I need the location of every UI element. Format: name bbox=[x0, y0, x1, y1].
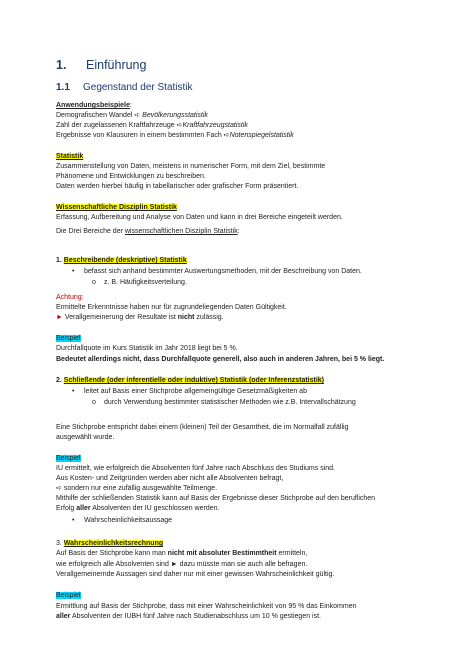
beispiel-3-label: Beispiel bbox=[56, 592, 81, 599]
bullet-icon: • bbox=[72, 388, 75, 395]
beispiel-2-label: Beispiel bbox=[56, 455, 81, 462]
wahrscheinlichkeit-text-1a: Auf Basis der Stichprobe kann man bbox=[56, 550, 168, 557]
beispiel-2-line-3 bbox=[56, 484, 217, 493]
wahrscheinlichkeit-line-1 bbox=[56, 549, 307, 558]
disziplin-colon: : bbox=[237, 228, 240, 235]
anwendung-colon: : bbox=[129, 102, 132, 109]
beispiel-3-heading bbox=[56, 591, 81, 600]
beispiel-3-line-2 bbox=[56, 612, 321, 621]
bullet-icon: • bbox=[72, 268, 75, 275]
achtung-line-2 bbox=[56, 313, 224, 322]
beispiel-2-bullet bbox=[72, 516, 172, 525]
disziplin-label: Wissenschaftliche Disziplin Statistik bbox=[56, 204, 177, 211]
beispiel-2-heading bbox=[56, 454, 81, 463]
disziplin-line-1: Erfassung, Aufbereitung und Analyse von Daten und kann in drei Bereiche eingeteilt werden. bbox=[56, 214, 343, 221]
wahrscheinlichkeit-bold: nicht mit absoluter Bestimmtheit bbox=[167, 550, 277, 557]
beispiel-2-line-2: Aus Kosten- und Zeitgründen werden aber nicht alle Absolventen befragt, bbox=[56, 475, 284, 482]
wahrscheinlichkeit-label: Wahrscheinlichkeitsrechnung bbox=[63, 540, 164, 547]
beispiel-2-bold: aller bbox=[76, 505, 91, 512]
wahrscheinlichkeit-text-2b: dazu müsste man sie auch alle befragen. bbox=[177, 561, 308, 568]
schliessend-heading bbox=[56, 376, 324, 385]
statistik-line-3: Daten werden hierbei häufig in tabellarischer oder grafischer Form präsentiert. bbox=[56, 183, 299, 190]
wahrscheinlichkeit-number: 3. bbox=[56, 540, 64, 547]
anwendung-example-3: Notenspiegelstatistik bbox=[229, 132, 294, 139]
statistik-heading bbox=[56, 152, 83, 161]
anwendung-example-2: Kraftfahrzeugstatistik bbox=[182, 122, 248, 129]
circle-bullet-icon: o bbox=[92, 399, 96, 406]
wahrscheinlichkeit-text-1b: ermitteln, bbox=[276, 550, 308, 557]
schliessend-label: Schließende (oder inferentielle oder induktive) Statistik (oder Inferenzstatistik) bbox=[63, 377, 325, 384]
wahrscheinlichkeit-heading bbox=[56, 539, 163, 548]
beispiel-2-text-5b: Absolventen der IU geschlossen werden. bbox=[90, 505, 220, 512]
beschreibend-subbullet bbox=[92, 278, 187, 287]
disziplin-text: Die Drei Bereiche der bbox=[56, 228, 125, 235]
beispiel-1-label: Beispiel bbox=[56, 335, 81, 342]
achtung-line-1: Ermittelte Erkenntnisse haben nur für zugrundeliegenden Daten Gültigkeit. bbox=[56, 304, 287, 311]
schliessend-number: 2. bbox=[56, 377, 64, 384]
schliessend-bullet bbox=[72, 387, 307, 396]
beispiel-1-line-1: Durchfallquote im Kurs Statistik im Jahr 2018 liegt bei 5 %. bbox=[56, 345, 238, 352]
bullet-icon: • bbox=[72, 517, 75, 524]
beschreibend-bullet bbox=[72, 267, 362, 276]
disziplin-line-2 bbox=[56, 227, 240, 236]
statistik-line-2: Phänomene und Entwicklungen zu beschreiben. bbox=[56, 173, 206, 180]
schliessend-subbullet bbox=[92, 398, 356, 407]
anwendung-line-2 bbox=[56, 121, 248, 130]
arrow-icon: ➪ bbox=[223, 132, 230, 139]
section-heading bbox=[56, 82, 193, 94]
arrow-icon: ➪ bbox=[134, 112, 141, 119]
beschreibend-heading bbox=[56, 256, 187, 265]
beispiel-2-line-4: Mithilfe der schließenden Statistik kann auf Basis der Ergebnisse dieser Stichprobe auf den beruflichen bbox=[56, 495, 376, 502]
beschreibend-label: Beschreibende (deskriptive) Statistik bbox=[63, 257, 187, 264]
beschreibend-number: 1. bbox=[56, 257, 64, 264]
beispiel-3-text-2: Absolventen der IUBH fünf Jahre nach Studienabschluss um 10 % gestiegen ist. bbox=[70, 613, 321, 620]
schliessend-para-2: ausgewählt wurde. bbox=[56, 434, 115, 441]
beispiel-2-bullet-text: Wahrscheinlichkeitsaussage bbox=[84, 517, 173, 524]
beispiel-3-bold: aller bbox=[56, 613, 71, 620]
schliessend-subbullet-text: durch Verwendung bestimmter statistischer Methoden wie z.B. Intervallschätzung bbox=[104, 399, 356, 406]
beschreibend-bullet-text: befasst sich anhand bestimmter Auswertungsmethoden, mit der Beschreibung von Daten. bbox=[84, 268, 362, 275]
beispiel-1-heading bbox=[56, 334, 81, 343]
section-title: Gegenstand der Statistik bbox=[83, 82, 193, 93]
achtung-text: Verallgemeinerung der Resultate ist bbox=[62, 314, 178, 321]
chapter-heading bbox=[56, 58, 146, 72]
schliessend-bullet-text: leitet auf Basis einer Stichprobe allgemeingültige Gesetzmäßigkeiten ab bbox=[84, 388, 307, 395]
schliessend-para-1: Eine Stichprobe entspricht dabei einem (kleinen) Teil der Gesamtheit, die im Normalfall zufällig bbox=[56, 424, 349, 431]
beispiel-2-line-1: IU ermittelt, wie erfolgreich die Absolventen fünf Jahre nach Abschluss des Studiums sind. bbox=[56, 465, 335, 472]
anwendung-text-1: Demografischen Wandel bbox=[56, 112, 135, 119]
anwendung-label: Anwendungsbeispiele bbox=[56, 102, 130, 109]
chapter-number: 1. bbox=[56, 58, 67, 72]
arrow-icon: ➪ bbox=[176, 122, 183, 129]
beschreibend-subbullet-text: z. B. Häufigkeitsverteilung. bbox=[104, 279, 187, 286]
circle-bullet-icon: o bbox=[92, 279, 96, 286]
anwendung-heading bbox=[56, 101, 132, 110]
anwendung-example-1: Bevölkerungsstatistik bbox=[140, 112, 208, 119]
statistik-line-1: Zusammenstellung von Daten, meistens in numerischer Form, mit dem Ziel, bestimmte bbox=[56, 163, 326, 170]
beispiel-1-line-2: Bedeutet allerdings nicht, dass Durchfallquote generell, also auch in anderen Jahren, bei 5 % liegt. bbox=[56, 356, 385, 363]
chapter-title: Einführung bbox=[86, 58, 147, 72]
beispiel-3-line-1: Ermittlung auf Basis der Stichprobe, dass mit einer Wahrscheinlichkeit von 95 % das Einkommen bbox=[56, 603, 357, 610]
beispiel-2-text-3: sondern nur eine zufällig ausgewählte Teilmenge. bbox=[61, 485, 218, 492]
arrow-icon: ➪ bbox=[56, 485, 62, 492]
disziplin-underlined: wissenschaftlichen Disziplin Statistik bbox=[124, 228, 238, 235]
beispiel-2-text-5a: Erfolg bbox=[56, 505, 77, 512]
anwendung-text-2: Zahl der zugelassenen Kraftfahrzeuge bbox=[56, 122, 177, 129]
achtung-text-end: zulässig. bbox=[194, 314, 224, 321]
section-number: 1.1 bbox=[56, 82, 70, 93]
anwendung-line-3 bbox=[56, 131, 294, 140]
disziplin-heading bbox=[56, 203, 177, 212]
anwendung-line-1 bbox=[56, 111, 208, 120]
triangle-right-icon: ► bbox=[56, 314, 63, 321]
triangle-right-icon: ► bbox=[170, 561, 178, 568]
statistik-label: Statistik bbox=[56, 153, 84, 160]
wahrscheinlichkeit-line-2 bbox=[56, 560, 307, 569]
beispiel-2-line-5 bbox=[56, 504, 219, 513]
achtung-label: Achtung: bbox=[56, 294, 84, 301]
anwendung-text-3: Ergebnisse von Klausuren in einem bestimmten Fach bbox=[56, 132, 224, 139]
wahrscheinlichkeit-line-3: Verallgemeinernde Aussagen sind daher nur mit einer gewissen Wahrscheinlichkeit gültig. bbox=[56, 571, 335, 578]
wahrscheinlichkeit-text-2a: wie erfolgreich alle Absolventen sind bbox=[56, 561, 171, 568]
achtung-bold: nicht bbox=[177, 314, 195, 321]
